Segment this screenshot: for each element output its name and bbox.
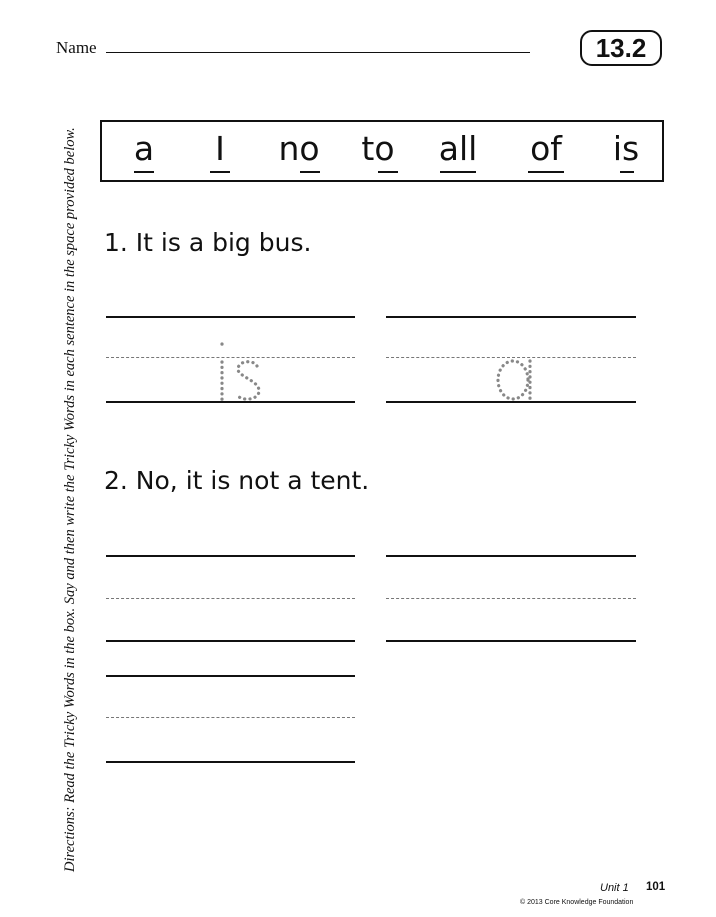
tricky-underline [210,171,230,173]
sentence-1: 1. It is a big bus. [104,228,312,257]
tricky-word-no: no [278,129,320,168]
footer-page-number: 101 [646,881,666,893]
tricky-words-box [100,120,664,182]
traced-word-a [488,350,544,406]
name-write-line[interactable] [106,52,530,53]
writing-line-top [386,555,636,557]
writing-line-base[interactable] [106,761,355,763]
tricky-word-to: to [361,129,395,168]
writing-line-top [106,555,355,557]
writing-line-mid [386,598,636,599]
tricky-underline [300,171,320,173]
footer-copyright: © 2013 Core Knowledge Foundation [520,899,634,906]
tricky-underline [528,171,564,173]
writing-line-top [386,316,636,318]
writing-line-mid [106,598,355,599]
tricky-underline [134,171,154,173]
writing-line-top [106,316,355,318]
tricky-underline [440,171,476,173]
writing-line-base[interactable] [106,640,355,642]
tricky-word-of: of [530,129,562,168]
writing-line-mid [106,717,355,718]
name-label: Name [56,38,97,57]
tricky-word-all: all [438,129,478,168]
directions-text: Directions: Read the Tricky Words in the box. Say and then write the Tricky Words in each sentence in the space provided below. [62,127,78,872]
tricky-word-i: I [215,129,225,168]
tricky-underline [378,171,398,173]
tricky-underline [620,171,634,173]
sentence-2: 2. No, it is not a tent. [104,466,370,495]
tricky-word-a: a [133,129,155,168]
worksheet-number-badge: 13.2 [580,30,662,66]
traced-word-is [210,340,270,406]
writing-line-base[interactable] [386,640,636,642]
tricky-word-is: is [612,129,640,168]
writing-line-top [106,675,355,677]
footer-unit: Unit 1 [600,882,629,894]
